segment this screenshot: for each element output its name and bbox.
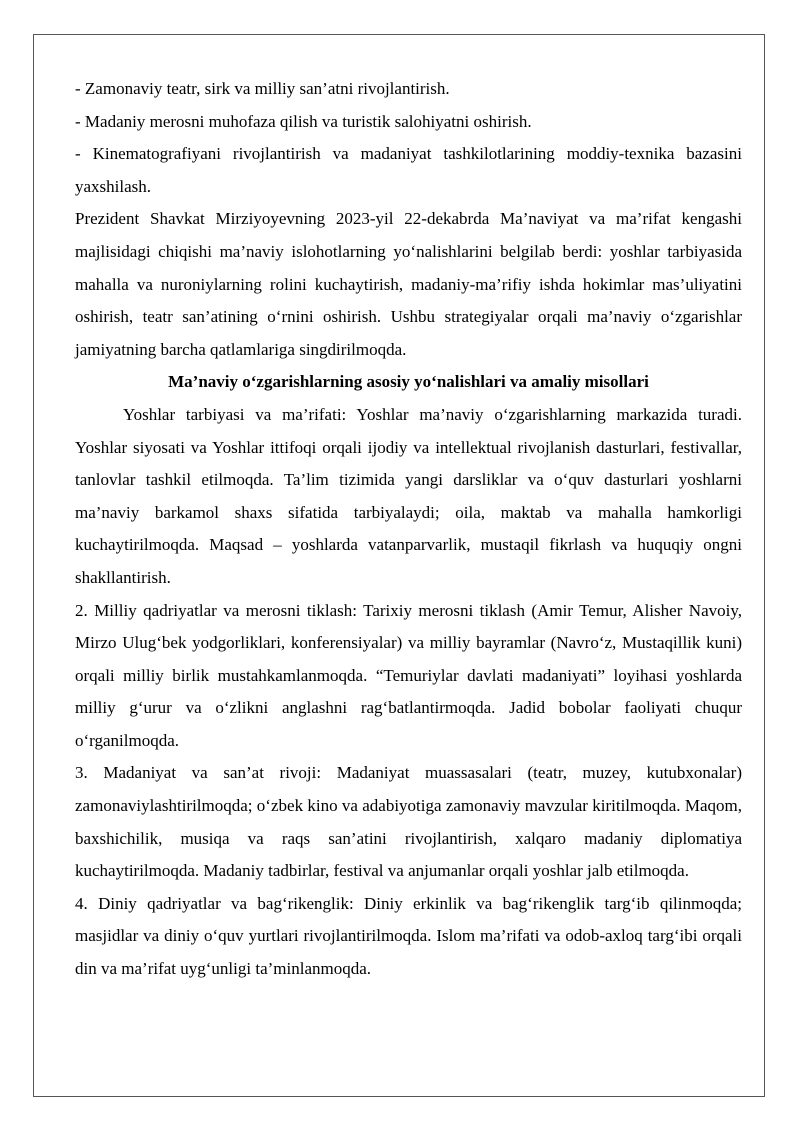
- paragraph-national-values: 2. Milliy qadriyatlar va merosni tiklash: Tarixiy merosni tiklash (Amir Temur, Alisher Navoiy, Mirzo Ulug‘bek yodgorliklari, konferensiyalar) va milliy bayramlar (Navro‘z, Mustaqillik kuni) orqali milliy birlik mustahkamlanmoqda. “Temuriylar davlati madaniyati” loyihasi yoshlarda milliy g‘urur va o‘zlikni anglashni rag‘batlantirmoqda. Jadid bobolar faoliyati chuqur o‘rganilmoqda.: [75, 600, 742, 750]
- bullet-cinematography: - Kinematografiyani rivojlantirish va madaniyat tashkilotlarining moddiy-texnika bazasini yaxshilash.: [75, 144, 742, 196]
- paragraph-president-speech: Prezident Shavkat Mirziyoyevning 2023-yil 22-dekabrda Ma’naviyat va ma’rifat kengashi majlisidagi chiqishi ma’naviy islohotlarning yo‘nalishlarini belgilab berdi: yoshlar tarbiyasida mahalla va nuroniylarning rolini kuchaytirish, madaniy-ma’rifiy ishda hokimlar mas’uliyatini oshirish, teatr san’atining o‘rnini oshirish. Ushbu strategiyalar orqali ma’naviy o‘zgarishlar jamiyatning barcha qatlamlariga singdirilmoqda.: [75, 209, 742, 359]
- section-heading: Ma’naviy o‘zgarishlarning asosiy yo‘nalishlari va amaliy misollari: [168, 372, 649, 392]
- paragraph-youth-education: Yoshlar tarbiyasi va ma’rifati: Yoshlar ma’naviy o‘zgarishlarning markazida turadi. Yoshlar siyosati va Yoshlar ittifoqi orqali ijodiy va intellektual rivojlanish dasturlari, festivallar, tanlovlar tashkil etilmoqda. Ta’lim tizimida yangi darsliklar va o‘quv dasturlari yoshlarni ma’naviy barkamol shaxs sifatida tarbiyalaydi; oila, maktab va mahalla hamkorligi kuchaytirilmoqda. Maqsad – yoshlarda vatanparvarlik, mustaqil fikrlash va huquqiy ongni shakllantirish.: [75, 404, 742, 587]
- bullet-cultural-heritage: - Madaniy merosni muhofaza qilish va turistik salohiyatni oshirish.: [75, 111, 532, 131]
- bullet-theatre-circus: - Zamonaviy teatr, sirk va milliy san’atni rivojlantirish.: [75, 79, 450, 98]
- paragraph-culture-arts: 3. Madaniyat va san’at rivoji: Madaniyat muassasalari (teatr, muzey, kutubxonalar) zamonaviylashtirilmoqda; o‘zbek kino va adabiyotiga zamonaviy mavzular kiritilmoqda. Maqom, baxshichilik, musiqa va raqs san’atini rivojlantirish, xalqaro madaniy diplomatiya kuchaytirilmoqda. Madaniy tadbirlar, festival va anjumanlar orqali yoshlar jalb etilmoqda.: [75, 763, 742, 881]
- document-body: [75, 73, 742, 986]
- paragraph-religious-values: 4. Diniy qadriyatlar va bag‘rikenglik: Diniy erkinlik va bag‘rikenglik targ‘ib qilinmoqda; masjidlar va diniy o‘quv yurtlari rivojlantirilmoqda. Islom ma’rifati va odob-axloq targ‘ibi orqali din va ma’rifat uyg‘unligi ta’minlanmoqda.: [75, 893, 742, 979]
